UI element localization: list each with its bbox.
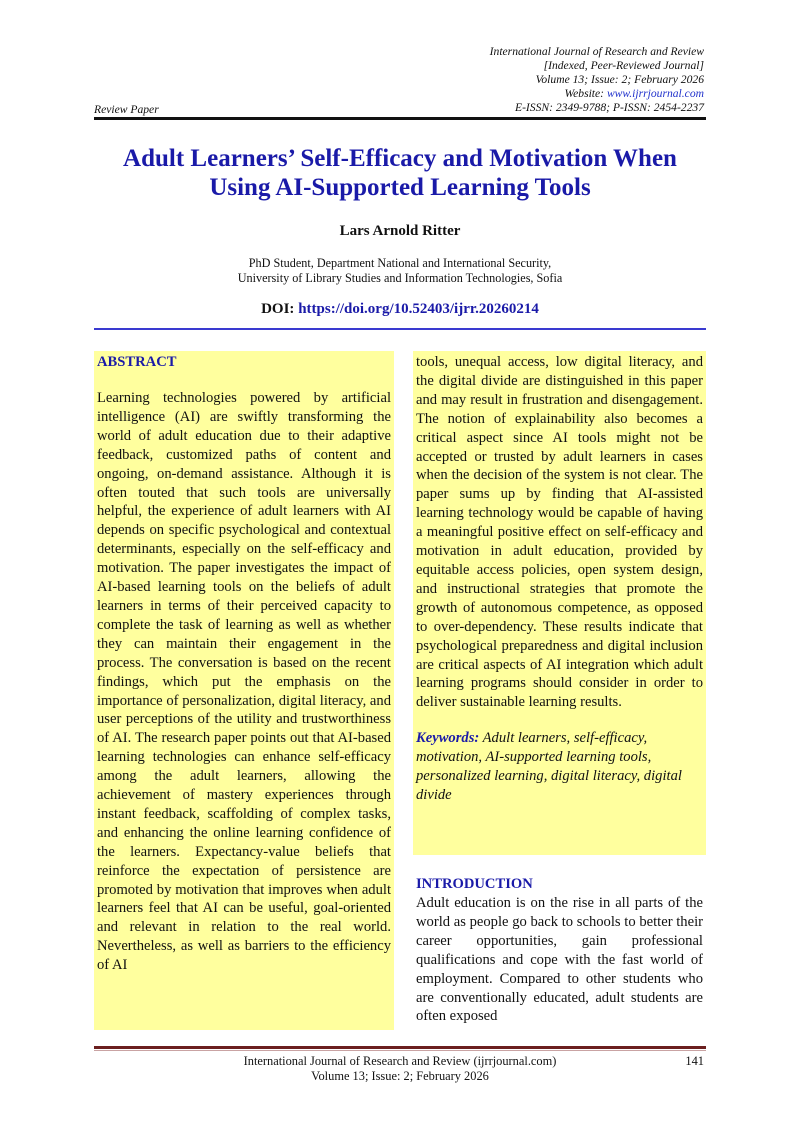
page-footer [94, 1054, 706, 1084]
abstract-text-left: Learning technologies powered by artificial intelligence (AI) are swiftly transforming the world of adult education due to their adaptive feedback, customized paths of content and ongoing, on-demand assistance. Although it is often touted that such tools are universally helpful, the experience of adult learners with AI depends on specific psychological and contextual determinants, especially on the self-efficacy and motivation. The paper investigates the impact of AI-based learning tools on the beliefs of adult learners in terms of their perceived capacity to complete the task of learning as well as whether they can maintain their engagement in the process. The conversation is based on the recent findings, which put the emphasis on the importance of personalization, digital literacy, and user perceptions of the utility and trustworthiness of AI. The research paper points out that AI-based learning technologies can enhance self-efficacy among the adult learners, allowing the achievement of mastery experiences through instant feedback, scaffolding of complex tasks, and enhancing the online learning confidence of the learners. Expectancy-value beliefs that reinforce the expectation of persistence are promoted by motivation that improves when adult learners feel that AI can be useful, goal-oriented and relevant in relation to the real world. Nevertheless, as well as barriers to the efficiency of AI [97, 390, 391, 974]
footer-volume: Volume 13; Issue: 2; February 2026 [311, 1069, 489, 1083]
journal-issn: E-ISSN: 2349-9788; P-ISSN: 2454-2237 [514, 101, 704, 114]
title-line-2: Using AI-Supported Learning Tools [209, 174, 591, 201]
keywords-list: Adult learners, self-efficacy, motivation, AI-supported learning tools, personalized learning, digital literacy, digital divide [416, 730, 682, 803]
doi-label: DOI: [261, 301, 299, 317]
website-label: Website: [564, 87, 607, 100]
doi [94, 301, 706, 318]
abstract-box-left [94, 351, 394, 1030]
footer-divider [94, 1046, 706, 1049]
page-number: 141 [685, 1054, 704, 1068]
journal-header [490, 45, 704, 115]
affiliation-line-2: University of Library Studies and Information Technologies, Sofia [237, 271, 563, 285]
footer-journal: International Journal of Research and Review (ijrrjournal.com) [243, 1054, 557, 1068]
paper-title [94, 144, 706, 202]
author-affiliation [94, 256, 706, 286]
keywords [416, 729, 703, 805]
journal-volume: Volume 13; Issue: 2; February 2026 [535, 73, 704, 86]
website-link[interactable]: www.ijrrjournal.com [606, 87, 704, 100]
introduction-section [413, 875, 706, 1026]
affiliation-line-1: PhD Student, Department National and International Security, [248, 256, 552, 270]
doi-link[interactable]: https://doi.org/10.52403/ijrr.20260214 [298, 301, 539, 317]
journal-name: International Journal of Research and Review [489, 45, 704, 58]
abstract-box-right [413, 351, 706, 855]
introduction-heading: INTRODUCTION [416, 876, 533, 892]
footer-divider-thin [94, 1050, 706, 1051]
title-divider [94, 328, 706, 330]
paper-type: Review Paper [94, 103, 159, 116]
header-divider [94, 117, 706, 120]
abstract-heading: ABSTRACT [97, 354, 177, 370]
keywords-label: Keywords: [416, 730, 480, 747]
author-name: Lars Arnold Ritter [339, 223, 461, 239]
title-line-1: Adult Learners’ Self-Efficacy and Motivation When [123, 145, 677, 172]
introduction-text: Adult education is on the rise in all parts of the world as people go back to schools to better their career opportunities, gain professional qualifications and cope with the fast world of employment. Compared to other students who are conventionally educated, adult students are often exposed [416, 895, 703, 1025]
journal-website [490, 87, 704, 101]
journal-indexing: [Indexed, Peer-Reviewed Journal] [543, 59, 704, 72]
abstract-text-right: tools, unequal access, low digital literacy, and the digital divide are distinguished in this paper and may result in frustration and disengagement. The notion of explainability also becomes a critical aspect since AI tools might not be accepted or trusted by adult learners in cases when the decision of the system is not clear. The paper sums up by finding that AI-assisted learning technology would be capable of having a meaningful positive effect on self-efficacy and motivation in adult education, provided by equitable access policies, open system design, and instructional strategies that promote the growth of autonomous competence, as opposed to over-dependency. These results indicate that psychological preparedness and digital inclusion are critical aspects of AI integration which adult learning programs should consider in order to deliver sustainable learning results. [416, 354, 703, 711]
